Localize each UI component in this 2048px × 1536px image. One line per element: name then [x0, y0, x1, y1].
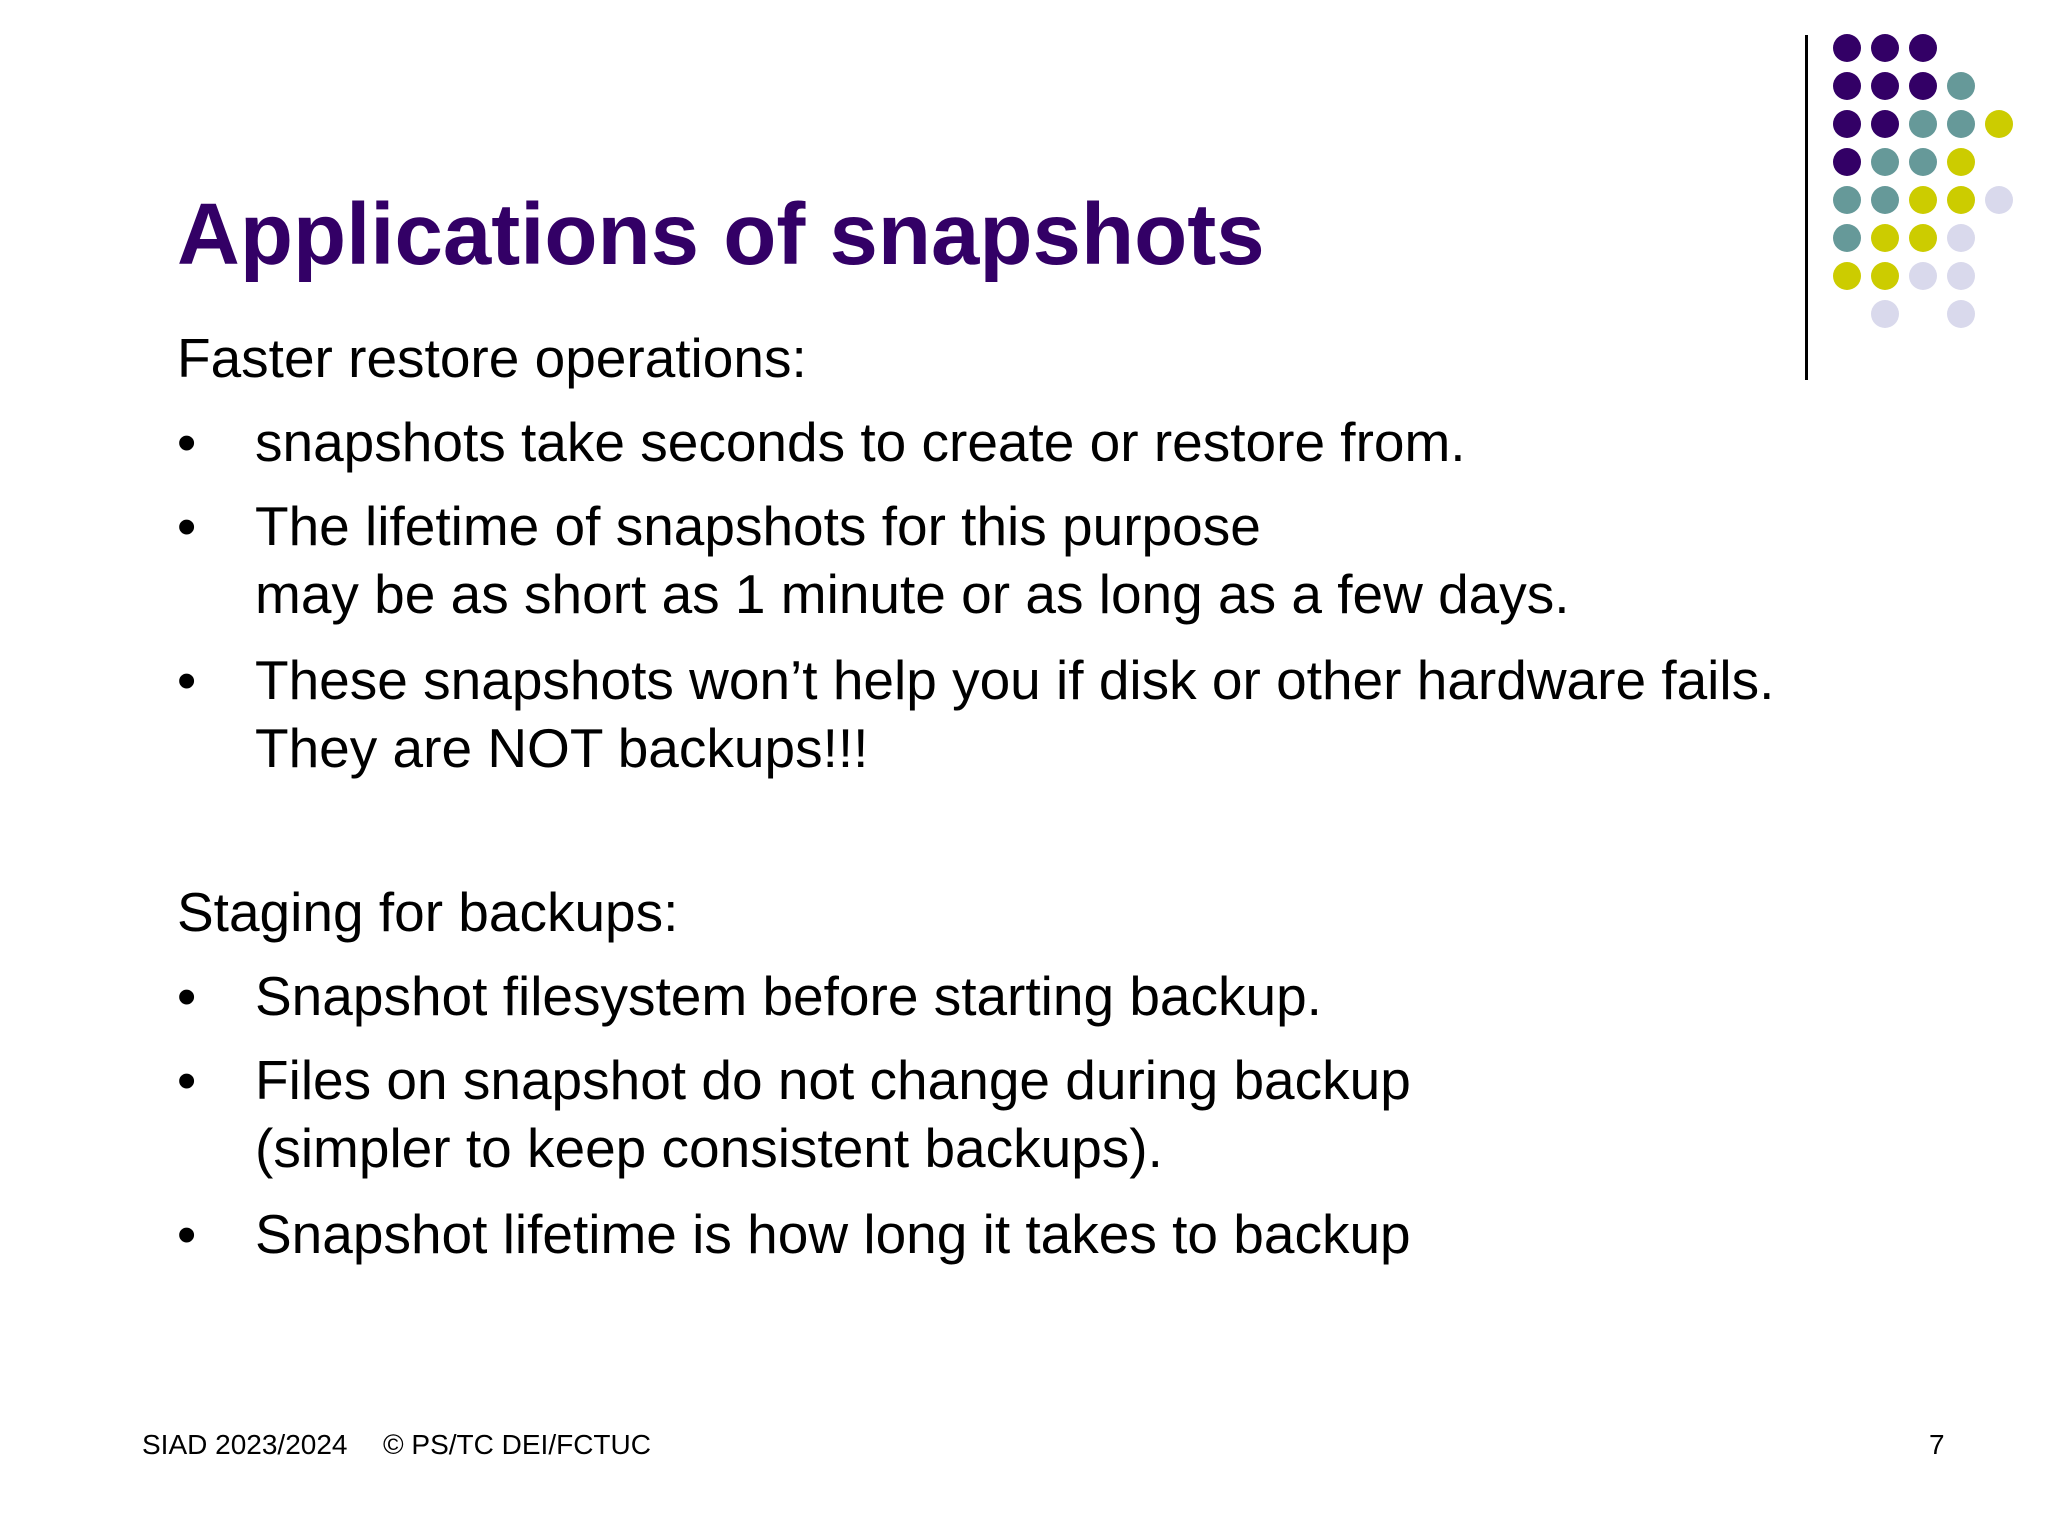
dot-purple: [1833, 148, 1861, 176]
dot-purple: [1833, 110, 1861, 138]
dot-lavender: [1947, 300, 1975, 328]
footer-copyright: © PS/TC DEI/FCTUC: [383, 1429, 651, 1460]
dot-lavender: [1871, 300, 1899, 328]
dot-lime: [1909, 186, 1937, 214]
dot-lavender: [1985, 186, 2013, 214]
dot-teal: [1871, 186, 1899, 214]
dot-purple: [1909, 72, 1937, 100]
bullet-marker: •: [177, 1049, 197, 1111]
dot-teal: [1833, 186, 1861, 214]
bullet-line: Snapshot filesystem before starting backup.: [255, 965, 1322, 1027]
bullet-marker: •: [177, 411, 197, 473]
dot-teal: [1871, 148, 1899, 176]
bullet-line: These snapshots won’t help you if disk or other hardware fails.: [255, 649, 1775, 711]
dot-lavender: [1947, 262, 1975, 290]
bullet-line: (simpler to keep consistent backups).: [255, 1117, 1163, 1179]
dot-lime: [1871, 224, 1899, 252]
bullet-line: Files on snapshot do not change during backup: [255, 1049, 1411, 1111]
slide-title: Applications of snapshots: [177, 186, 1265, 283]
bullet-line: may be as short as 1 minute or as long as a few days.: [255, 563, 1570, 625]
dot-purple: [1833, 34, 1861, 62]
dot-teal: [1909, 110, 1937, 138]
dot-teal: [1947, 110, 1975, 138]
bullet-text: [255, 646, 1774, 782]
dot-lime: [1947, 148, 1975, 176]
dot-lime: [1871, 262, 1899, 290]
dot-lime: [1985, 110, 2013, 138]
bullet-text: [255, 492, 1570, 628]
bullet-line: They are NOT backups!!!: [255, 717, 869, 779]
section-heading-staging-backups: Staging for backups:: [177, 881, 679, 943]
dot-purple: [1871, 110, 1899, 138]
dot-purple: [1909, 34, 1937, 62]
bullet-marker: •: [177, 649, 197, 711]
bullet-line: The lifetime of snapshots for this purpose: [255, 495, 1261, 557]
bullet-marker: •: [177, 965, 197, 1027]
bullet-text: [255, 408, 1466, 476]
dot-teal: [1947, 72, 1975, 100]
dot-purple: [1871, 72, 1899, 100]
footer-course: SIAD 2023/2024: [142, 1429, 348, 1460]
bullet-text: [255, 1200, 1411, 1268]
bullet-text: [255, 962, 1322, 1030]
bullet-marker: •: [177, 495, 197, 557]
bullet-marker: •: [177, 1203, 197, 1265]
dot-lime: [1833, 262, 1861, 290]
bullet-line: Snapshot lifetime is how long it takes to backup: [255, 1203, 1411, 1265]
bullet-text: [255, 1046, 1411, 1182]
dot-lime: [1947, 186, 1975, 214]
dot-purple: [1833, 72, 1861, 100]
bullet-line: snapshots take seconds to create or restore from.: [255, 411, 1466, 473]
dot-purple: [1871, 34, 1899, 62]
dot-lavender: [1947, 224, 1975, 252]
page-number: 7: [1929, 1429, 1945, 1460]
section-heading-faster-restore: Faster restore operations:: [177, 327, 807, 389]
dot-teal: [1833, 224, 1861, 252]
dot-lime: [1909, 224, 1937, 252]
dot-lavender: [1909, 262, 1937, 290]
divider-line: [1805, 35, 1808, 380]
dot-teal: [1909, 148, 1937, 176]
